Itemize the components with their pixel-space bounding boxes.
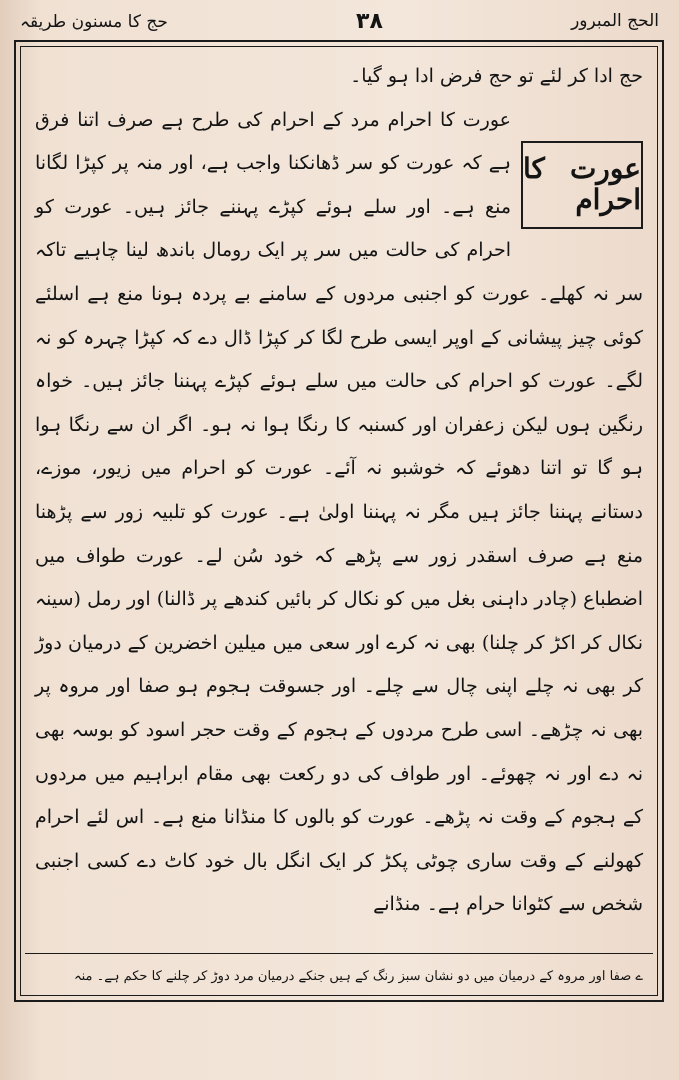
section-title: حج کا مسنون طریقہ	[20, 11, 168, 32]
body-text	[35, 55, 643, 947]
page-number: ۳۸	[356, 8, 383, 34]
page-frame-inner	[20, 46, 658, 996]
paragraph-main: عورت کا احرام مرد کے احرام کی طرح ہے صرف اتنا فرق ہے کہ عورت کو سر ڈھانکنا واجب ہے، اور منہ پر کپڑا لگانا منع ہے۔ اور سلے ہوئے کپڑے پہننے جائز ہیں۔ عورت کو احرام کی حالت میں سر پر ایک رومال باندھ لینا چاہیے تاکہ سر نہ کھلے۔ عورت کو اجنبی مردوں کے سامنے بے پردہ ہونا منع ہے اسلئے کوئی چیز پیشانی کے اوپر ایسی طرح لگا کر کپڑا ڈال دے کہ کپڑا چہرہ کو نہ لگے۔ عورت کو احرام کی حالت میں سلے ہوئے کپڑے پہننا جائز ہیں۔ خواہ رنگین ہوں لیکن زعفران اور کسنبہ کا رنگا ہوا نہ ہو۔ اگر ان سے رنگا ہوا ہو گا تو اتنا دھوئے کہ خوشبو نہ آئے۔ عورت کو احرام میں زیور، موزے، دستانے پہننا جائز ہیں مگر نہ پہننا اولیٰ ہے۔ عورت کو تلبیہ زور سے پڑھنا منع ہے صرف اسقدر زور سے پڑھے کہ خود سُن لے۔ عورت طواف میں اضطباع (چادر داہنی بغل میں کو نکال کر بائیں کندھے پر ڈالنا) اور رمل (سینہ نکال کر اکڑ کر چلنا) بھی نہ کرے اور سعی میں میلین اخضرین کے درمیان دوڑ کر بھی نہ چلے اپنی چال سے چلے۔ اور جسوقت ہجوم ہو صفا اور مروہ پر بھی نہ چڑھے۔ اسی طرح مردوں کے ہجوم کے وقت حجر اسود کو بوسہ بھی نہ دے اور نہ چھوئے۔ اور طواف کی دو رکعت بھی مقام ابراہیم میں مردوں کے ہجوم کے وقت نہ پڑھے۔ عورت کو بالوں کا منڈانا منع ہے۔ اس لئے احرام کھولنے کے وقت ساری چوٹی پکڑ کر ایک انگل بال خود کاٹ دے کسی اجنبی شخص سے کٹوانا حرام ہے۔ منڈانے	[35, 108, 643, 916]
book-title: الحج المبرور	[571, 11, 659, 31]
section-heading	[521, 141, 643, 229]
paragraph-intro: حج ادا کر لئے تو حج فرض ادا ہو گیا۔	[350, 65, 643, 87]
section-heading-text: عورت کا احرام	[523, 151, 641, 216]
page-frame	[14, 40, 664, 1002]
footnote-divider	[25, 953, 653, 954]
running-head	[20, 4, 659, 38]
footnote: ے صفا اور مروہ کے درمیان میں دو نشان سبز رنگ کے ہیں جنکے درمیان مرد دوڑ کر چلنے کا حکم ہے۔ منہ	[73, 969, 643, 984]
